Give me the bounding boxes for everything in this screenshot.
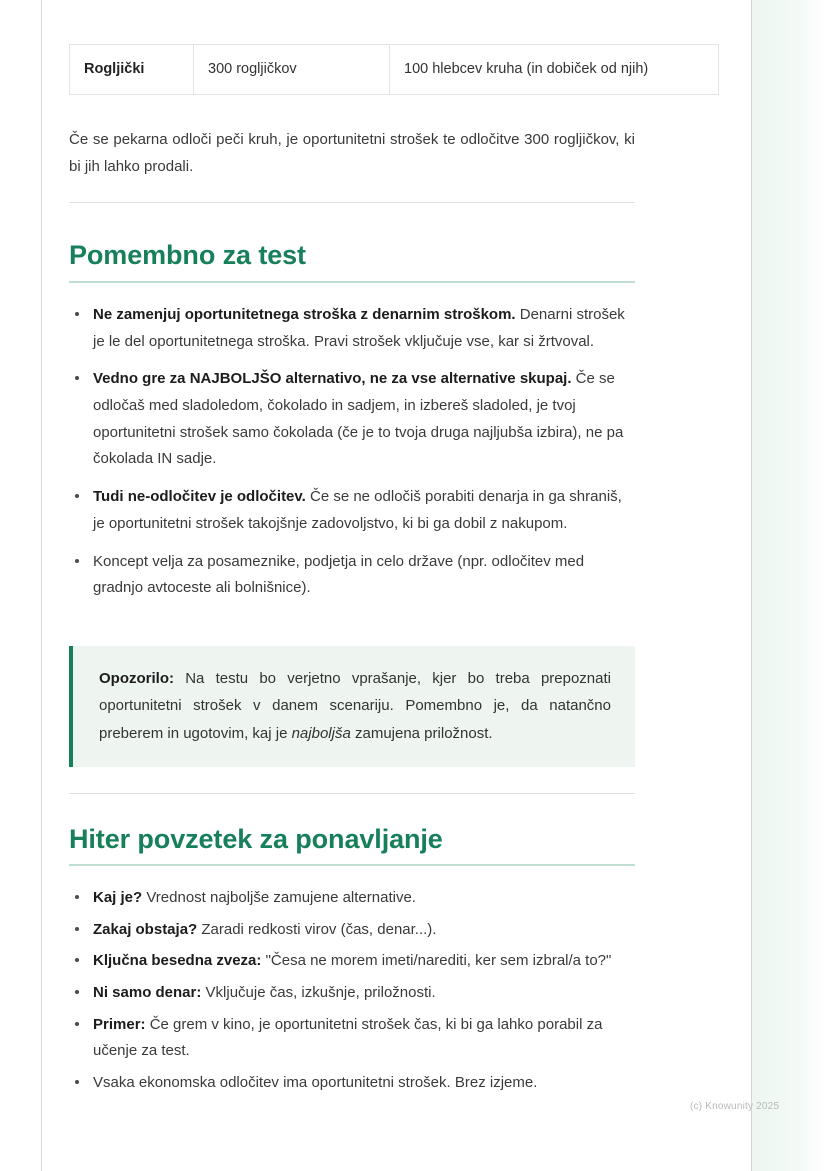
list-item-text: Denarni strošek je le del oportunitetnega stroška. Pravi strošek vključuje vse, kar si žrtvoval. xyxy=(93,306,625,350)
opportunity-cost-table xyxy=(69,44,649,95)
section-heading-2: Hiter povzetek za ponavljanje xyxy=(69,824,443,854)
list-item-lead: Vedno gre za NAJBOLJŠO alternativo, ne za vse alternative skupaj. xyxy=(93,370,572,388)
list-item-text: Vrednost najboljše zamujene alternative. xyxy=(142,889,416,906)
watermark-label: (c) Knowunity 2025 xyxy=(690,1101,780,1112)
callout-text-after: zamujena priložnost. xyxy=(350,724,493,742)
section-heading-2-underline xyxy=(69,864,635,866)
list-item-lead: Ne zamenjuj oportunitetnega stroška z denarnim stroškom. xyxy=(93,306,516,323)
list-item-lead: Kaj je? xyxy=(93,889,143,906)
divider-2 xyxy=(69,793,635,794)
callout-label: Opozorilo: xyxy=(99,670,174,687)
table-cell-alternative: 100 hlebcev kruha (in dobiček od njih) xyxy=(390,45,719,95)
list-item-lead: Ključna besedna zveza: xyxy=(93,952,262,970)
list-item-text: Koncept velja za posameznike, podjetja in celo države (npr. odločitev med gradnjo avtoceste ali bolnišnice). xyxy=(93,552,585,597)
table-cell-quantity: 300 rogljičkov xyxy=(194,45,390,95)
list-item-text: Če se odločaš med sladoledom, čokolado in sadjem, in izbereš sladoled, je tvoj oportunitetni strošek samo čokolada (če je to tvoja druga najljubša izbira), ne pa čokolada IN sadje. xyxy=(93,370,624,468)
section-1-bullet-list xyxy=(69,302,635,613)
list-item xyxy=(69,484,635,537)
list-item-lead: Zakaj obstaja? xyxy=(93,920,198,938)
list-item xyxy=(69,980,635,1007)
list-item-text: "Česa ne morem imeti/narediti, ker sem izbral/a to?" xyxy=(261,952,612,970)
list-item-lead: Tudi ne-odločitev je odločitev. xyxy=(93,488,306,506)
callout-emphasis: najboljša xyxy=(291,724,351,742)
list-item xyxy=(69,917,635,944)
list-item-text: Vsaka ekonomska odločitev ima oportunitetni strošek. Brez izjeme. xyxy=(93,1074,538,1092)
list-item xyxy=(69,1070,635,1097)
callout-text-before: Na testu bo verjetno vprašanje, kjer bo treba prepoznati oportunitetni strošek v danem scenariju. Pomembno je, da natančno preberem in ugotovim, kaj je xyxy=(99,670,611,742)
intro-paragraph: Če se pekarna odloči peči kruh, je oportunitetni strošek te odločitve 300 rogljičkov, ki bi jih lahko prodali. xyxy=(69,131,635,175)
warning-callout xyxy=(69,646,635,767)
list-item xyxy=(69,1012,635,1065)
section-heading-1-underline xyxy=(69,281,635,283)
list-item-text: Zaradi redkosti virov (čas, denar...). xyxy=(197,920,437,938)
list-item xyxy=(69,366,635,473)
list-item-lead: Primer: xyxy=(93,1015,146,1033)
page-right-green-strip xyxy=(752,0,828,1171)
list-item xyxy=(69,302,635,355)
list-item-lead: Ni samo denar: xyxy=(93,984,202,1002)
divider-1 xyxy=(69,202,635,203)
section-heading-1: Pomembno za test xyxy=(69,240,306,270)
list-item xyxy=(69,948,635,975)
section-2-bullet-list xyxy=(69,885,635,1102)
list-item-text: Vključuje čas, izkušnje, priložnosti. xyxy=(201,984,436,1002)
page-left-margin-rule xyxy=(41,0,42,1171)
table-row xyxy=(70,45,719,95)
list-item-text: Če se ne odločiš porabiti denarja in ga shraniš, je oportunitetni strošek takojšnje zadovoljstvo, ki bi ga dobil z nakupom. xyxy=(93,488,622,532)
table-cell-label: Rogljički xyxy=(70,45,194,95)
list-item xyxy=(69,885,635,912)
list-item xyxy=(69,549,635,602)
list-item-text: Če grem v kino, je oportunitetni strošek čas, ki bi ga lahko porabil za učenje za test. xyxy=(93,1015,603,1060)
